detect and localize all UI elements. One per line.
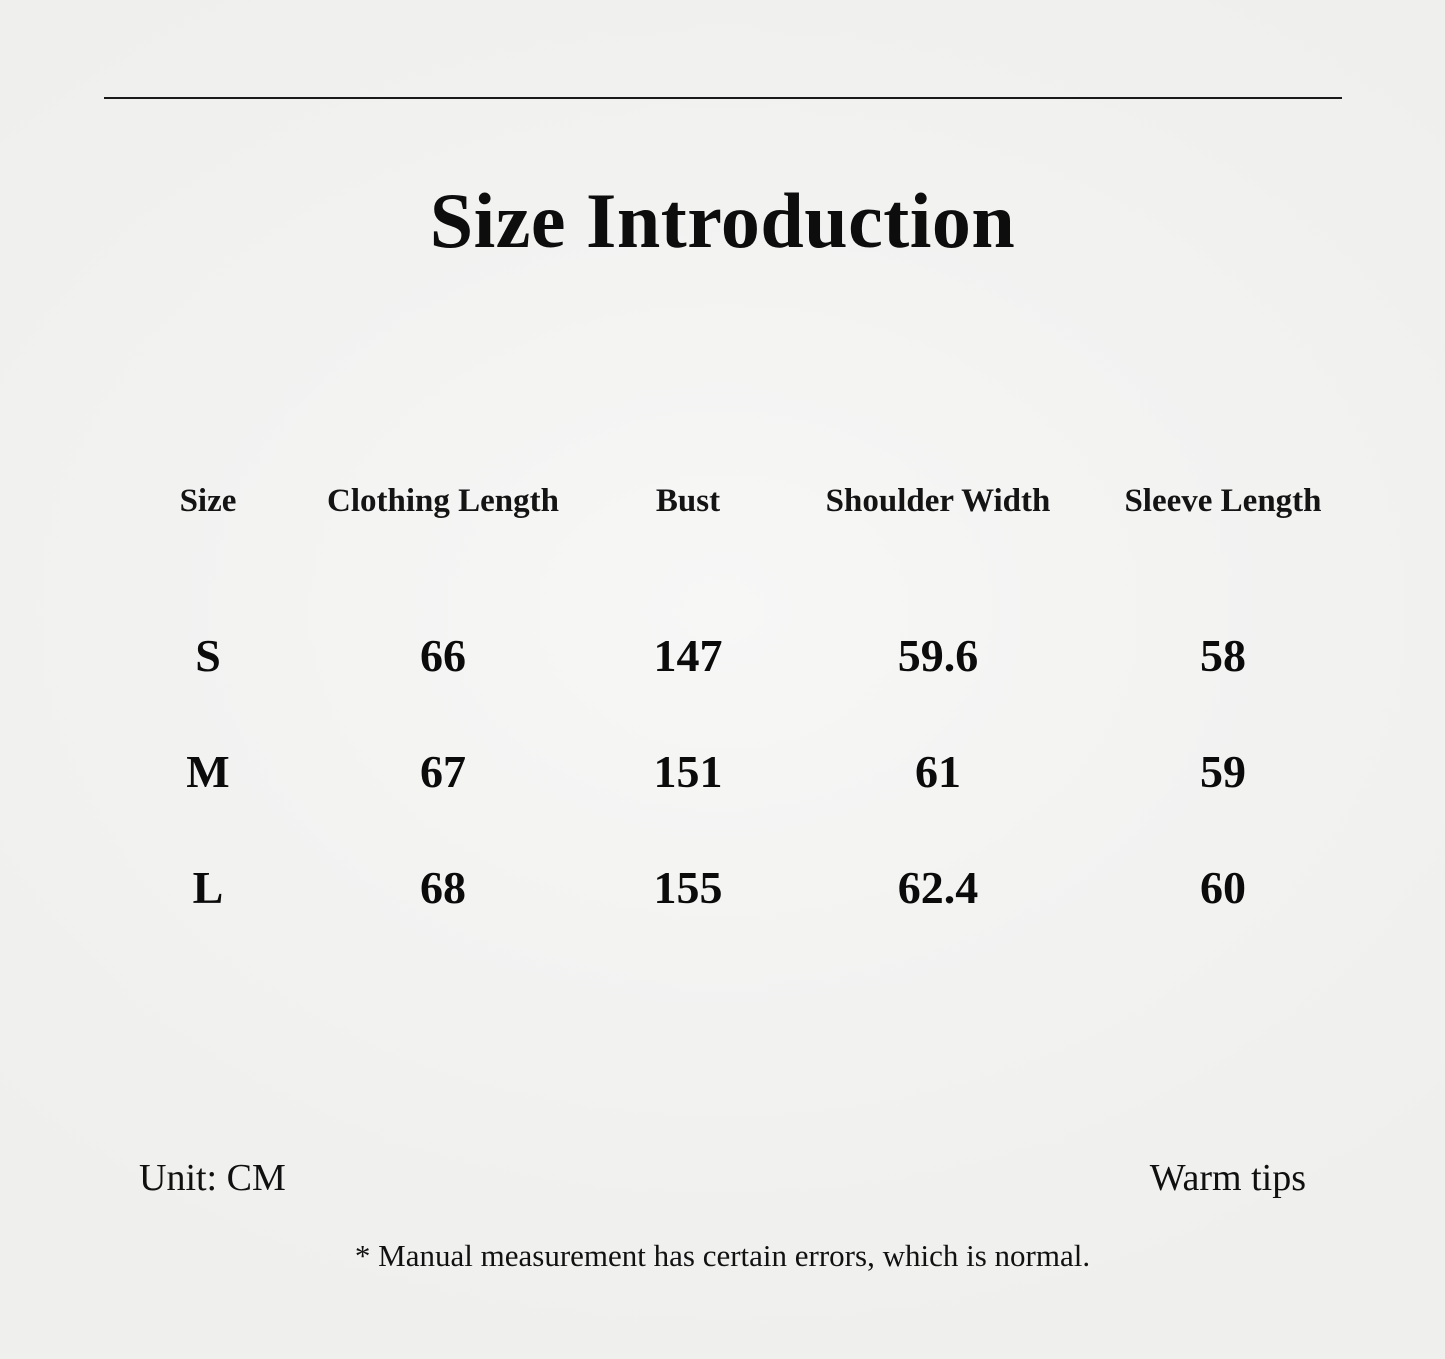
column-header-shoulder-width: Shoulder Width — [825, 482, 1051, 519]
column-header-size: Size — [179, 482, 237, 519]
warm-tips-label: Warm tips — [1149, 1157, 1306, 1199]
table-header-row — [118, 455, 1358, 547]
cell-size: S — [195, 629, 221, 681]
cell-size: M — [186, 745, 230, 797]
table-row — [118, 597, 1358, 713]
column-header-clothing-length: Clothing Length — [327, 482, 559, 519]
cell-clothing-length: 68 — [420, 861, 466, 913]
measurement-note: * Manual measurement has certain errors, which is normal. — [354, 1238, 1091, 1273]
cell-bust: 151 — [653, 745, 723, 797]
cell-sleeve-length: 60 — [1200, 861, 1246, 913]
column-header-bust: Bust — [655, 482, 721, 519]
unit-label: Unit: CM — [139, 1157, 286, 1199]
cell-shoulder-width: 61 — [915, 745, 961, 797]
size-table — [118, 455, 1358, 945]
header-divider — [104, 97, 1342, 99]
cell-clothing-length: 67 — [420, 745, 466, 797]
cell-sleeve-length: 59 — [1200, 745, 1246, 797]
table-row — [118, 829, 1358, 945]
cell-bust: 147 — [653, 629, 723, 681]
cell-clothing-length: 66 — [420, 629, 466, 681]
page-title: Size Introduction — [429, 177, 1016, 264]
column-header-sleeve-length: Sleeve Length — [1124, 482, 1322, 519]
table-row — [118, 713, 1358, 829]
cell-sleeve-length: 58 — [1200, 629, 1246, 681]
cell-size: L — [192, 861, 224, 913]
cell-bust: 155 — [653, 861, 723, 913]
cell-shoulder-width: 59.6 — [897, 629, 979, 681]
cell-shoulder-width: 62.4 — [897, 861, 979, 913]
